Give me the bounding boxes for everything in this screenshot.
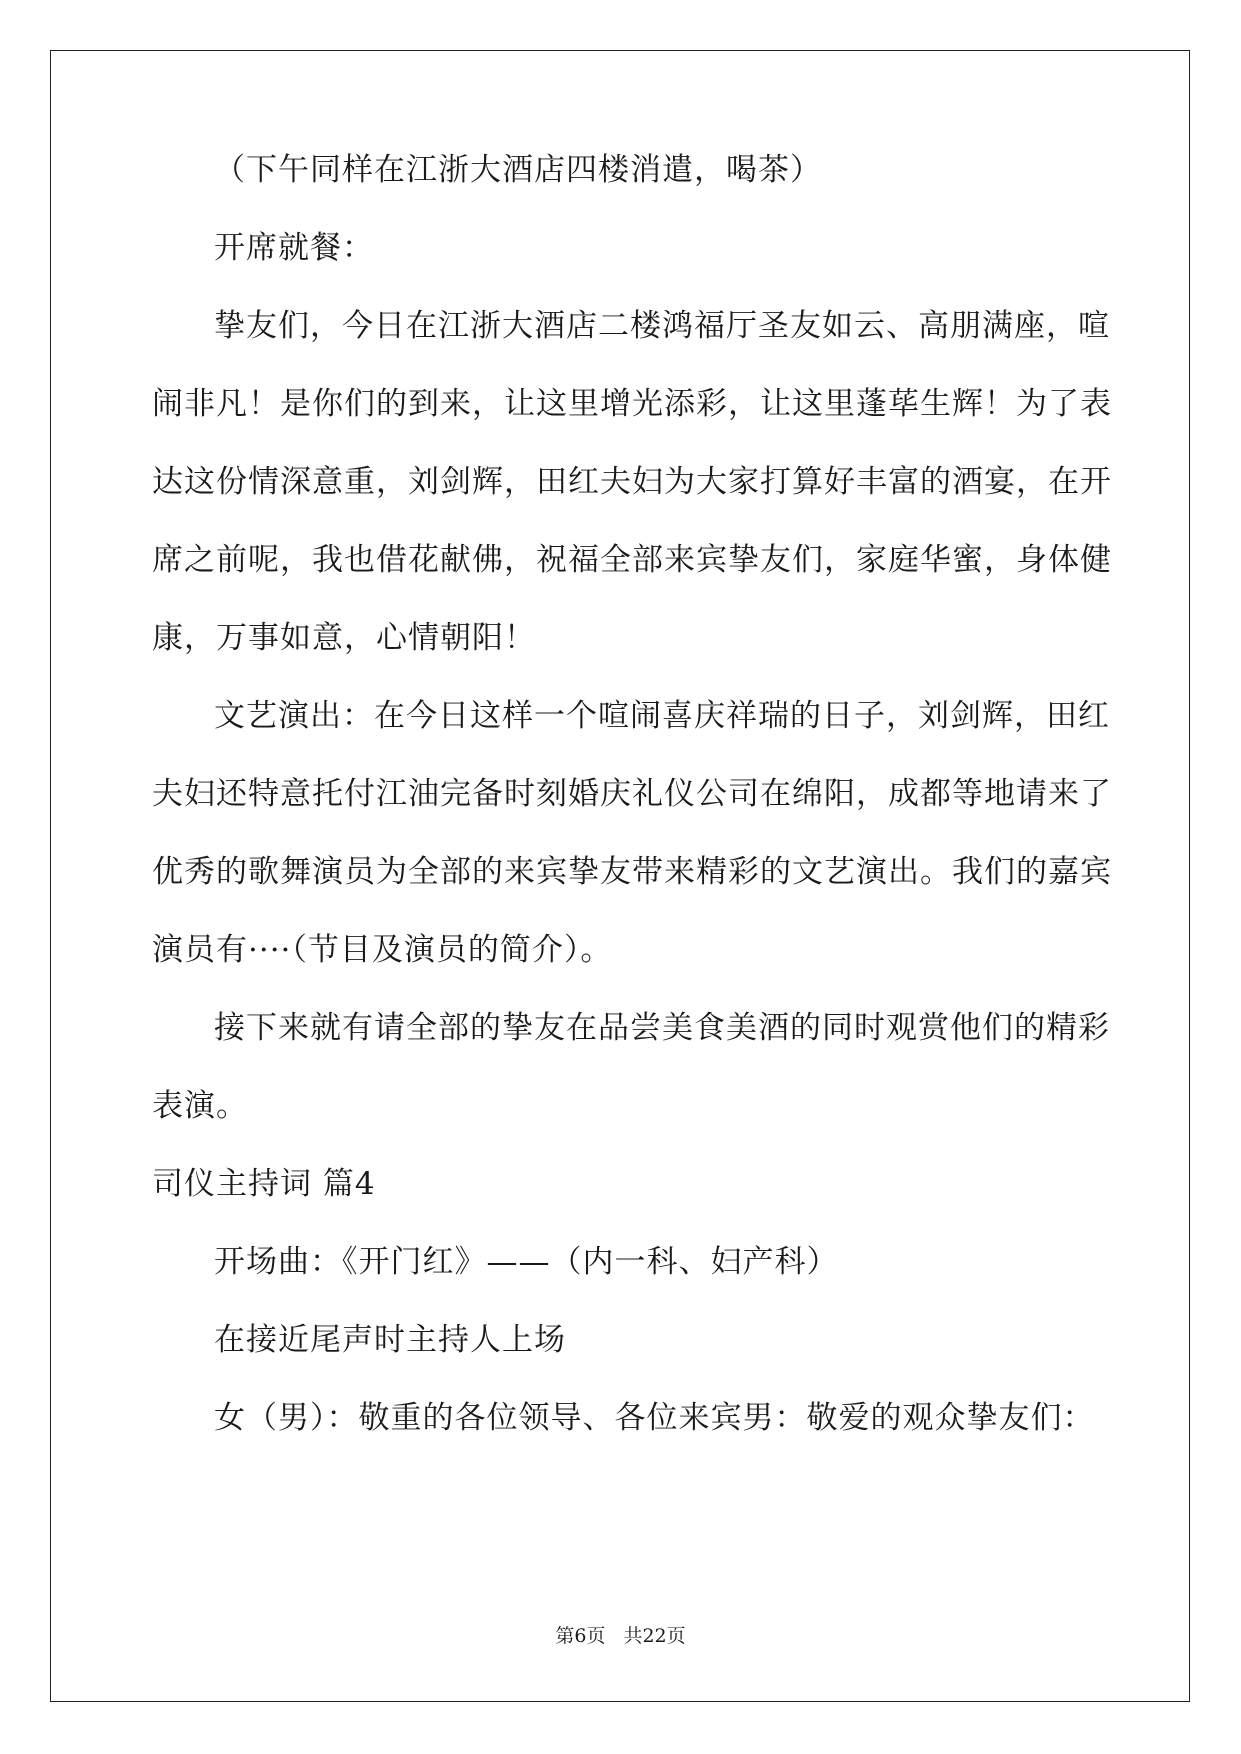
paragraph-line: 接下来就有请全部的挚友在品尝美食美酒的同时观赏他们的精彩 — [214, 1010, 1110, 1046]
page-total: 共22页 — [623, 1625, 686, 1647]
paragraph-line: 表演。 — [152, 1088, 248, 1124]
paragraph-line: （下午同样在江浙大酒店四楼消遣，喝茶） — [214, 152, 822, 188]
paragraph-line: 达这份情深意重，刘剑辉，田红夫妇为大家打算好丰富的酒宴，在开 — [152, 464, 1112, 500]
paragraph-line: 挚友们，今日在江浙大酒店二楼鸿福厅圣友如云、高朋满座，喧 — [214, 308, 1110, 344]
section-heading: 司仪主持词 篇4 — [152, 1166, 376, 1202]
paragraph-line: 在接近尾声时主持人上场 — [214, 1322, 566, 1358]
paragraph-line: 女（男）：敬重的各位领导、各位来宾男：敬爱的观众挚友们： — [214, 1400, 1095, 1436]
paragraph-line: 夫妇还特意托付江油完备时刻婚庆礼仪公司在绵阳，成都等地请来了 — [152, 776, 1112, 812]
paragraph-line: 席之前呢，我也借花献佛，祝福全部来宾挚友们，家庭华蜜，身体健 — [152, 542, 1112, 578]
page-footer — [0, 1624, 1241, 1648]
paragraph-line: 优秀的歌舞演员为全部的来宾挚友带来精彩的文艺演出。我们的嘉宾 — [152, 854, 1112, 890]
page-number: 第6页 — [555, 1625, 606, 1647]
paragraph-line: 开场曲：《开门红》——（内一科、妇产科） — [214, 1244, 839, 1280]
paragraph-line: 演员有····（节目及演员的简介）。 — [152, 932, 613, 968]
paragraph-line: 文艺演出：在今日这样一个喧闹喜庆祥瑞的日子，刘剑辉，田红 — [214, 698, 1110, 734]
paragraph-line: 开席就餐： — [214, 230, 374, 266]
paragraph-line: 闹非凡！是你们的到来，让这里增光添彩，让这里蓬荜生辉！为了表 — [152, 386, 1112, 422]
paragraph-line: 康，万事如意，心情朝阳！ — [152, 620, 536, 656]
